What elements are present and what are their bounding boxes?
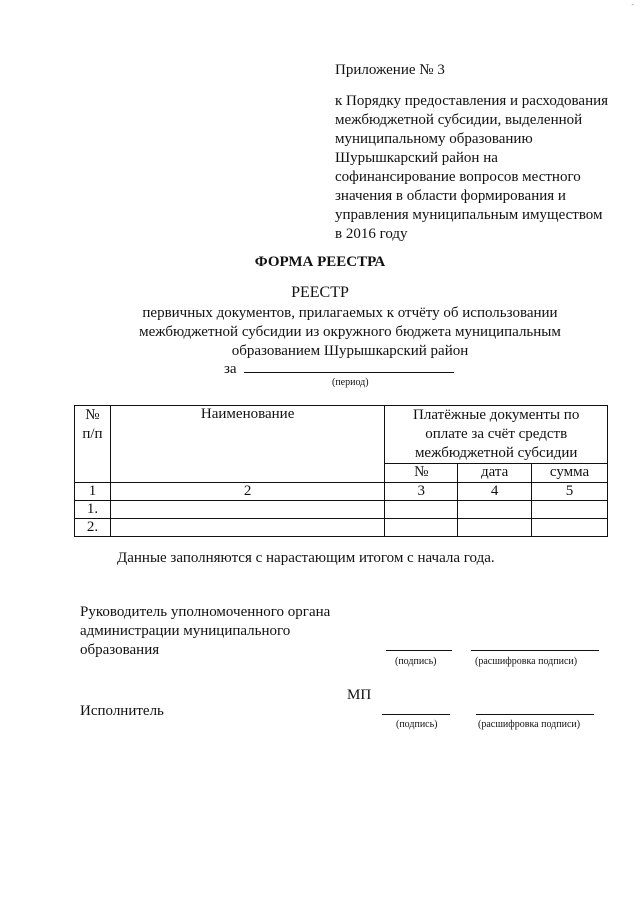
- table-row: [75, 501, 608, 519]
- table-row: [75, 519, 608, 537]
- subheader-date: дата: [458, 464, 532, 483]
- executor-decode-field[interactable]: [476, 714, 594, 715]
- period-prefix: за: [224, 361, 237, 377]
- fill-note: Данные заполняются с нарастающим итогом с начала года.: [117, 550, 495, 566]
- registry-table: [74, 405, 608, 537]
- appendix-line: в 2016 году: [335, 226, 408, 242]
- registry-subtitle: [120, 304, 580, 361]
- column-number: 3: [385, 483, 458, 501]
- row-amount-cell[interactable]: [532, 519, 608, 537]
- row-num: 1.: [75, 501, 111, 519]
- head-org-line: Руководитель уполномоченного органа: [80, 604, 331, 620]
- row-num: 2.: [75, 519, 111, 537]
- appendix-line: софинансирование вопросов местного: [335, 169, 581, 185]
- executor-decode-caption: (расшифровка подписи): [478, 719, 581, 730]
- column-number: 5: [532, 483, 608, 501]
- appendix-text: [335, 92, 615, 244]
- row-doc-no-cell[interactable]: [385, 501, 458, 519]
- appendix-title: Приложение № 3: [335, 62, 445, 78]
- row-amount-cell[interactable]: [532, 501, 608, 519]
- head-signature-caption: (подпись): [395, 656, 437, 667]
- head-decode-field[interactable]: [471, 650, 599, 651]
- period-caption: (период): [332, 377, 369, 388]
- registry-subtitle-line: образованием Шурышкарский район: [231, 343, 469, 359]
- row-doc-no-cell[interactable]: [385, 519, 458, 537]
- row-date-cell[interactable]: [458, 501, 532, 519]
- period-row: [224, 358, 454, 378]
- registry-title: РЕЕСТР: [291, 284, 349, 301]
- head-org-line: образования: [80, 642, 160, 658]
- appendix-line: Шурышкарский район на: [335, 150, 498, 166]
- executor-signature-field[interactable]: [382, 714, 450, 715]
- column-number: 2: [110, 483, 385, 501]
- form-title: ФОРМА РЕЕСТРА: [254, 254, 386, 270]
- row-name-cell[interactable]: [110, 519, 385, 537]
- column-number: 1: [75, 483, 111, 501]
- subheader-amount: сумма: [532, 464, 608, 483]
- appendix-line: управления муниципальным имуществом: [335, 207, 603, 223]
- row-name-cell[interactable]: [110, 501, 385, 519]
- head-signature-field[interactable]: [386, 650, 452, 651]
- subheader-doc-no: №: [385, 464, 458, 483]
- appendix-line: межбюджетной субсидии, выделенной: [335, 112, 583, 128]
- head-decode-caption: (расшифровка подписи): [475, 656, 578, 667]
- head-org-label: [80, 603, 330, 660]
- appendix-line: муниципальному образованию: [335, 131, 533, 147]
- appendix-line: значения в области формирования и: [335, 188, 566, 204]
- period-field[interactable]: [244, 358, 454, 373]
- appendix-line: к Порядку предоставления и расходования: [335, 93, 609, 109]
- executor-signature-caption: (подпись): [396, 719, 438, 730]
- col-num-header: № п/п: [75, 406, 111, 483]
- col-payments-header: Платёжные документы по оплате за счёт средств межбюджетной субсидии: [385, 406, 608, 464]
- registry-subtitle-line: первичных документов, прилагаемых к отчёту об использовании: [142, 305, 558, 321]
- column-number: 4: [458, 483, 532, 501]
- head-org-line: администрации муниципального: [80, 623, 291, 639]
- col-name-header: Наименование: [110, 406, 385, 483]
- registry-subtitle-line: межбюджетной субсидии из окружного бюджета муниципальным: [139, 324, 561, 340]
- row-date-cell[interactable]: [458, 519, 532, 537]
- corner-mark: -: [631, 0, 634, 9]
- executor-label: Исполнитель: [80, 703, 164, 719]
- stamp-place: МП: [347, 687, 372, 703]
